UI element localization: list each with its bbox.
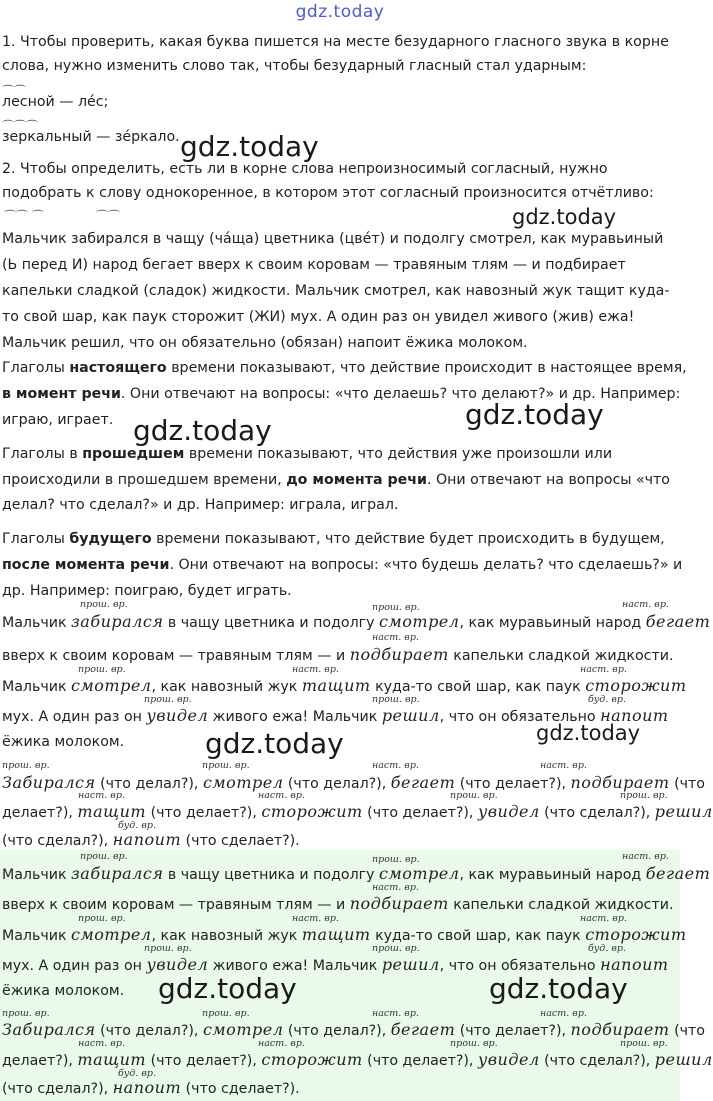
tense-tag: наст. вр. bbox=[372, 882, 419, 893]
tense-tag: прош. вр. bbox=[78, 664, 126, 675]
analysis-line: мух. А один раз он увидел живого ежа! Мальчик решил, что он обязательно напоит bbox=[2, 706, 669, 725]
tense-tag: буд. вр. bbox=[118, 820, 156, 831]
tense-tag: наст. вр. bbox=[540, 760, 587, 771]
tense-tag: прош. вр. bbox=[2, 1008, 50, 1019]
tense-tag: наст. вр. bbox=[292, 664, 339, 675]
tense-tag: прош. вр. bbox=[620, 790, 668, 801]
past-line3: делал? что сделал?» и др. Например: играла, играл. bbox=[2, 497, 399, 513]
rule1-line2: слова, нужно изменить слово так, чтобы безударный гласный стал ударным: bbox=[2, 58, 587, 74]
tense-tag: наст. вр. bbox=[372, 632, 419, 643]
root-arc-icon: ⌒⌒ bbox=[2, 84, 27, 98]
tense-tag: прош. вр. bbox=[450, 1038, 498, 1049]
tense-tag: прош. вр. bbox=[450, 790, 498, 801]
root-arc-icon: ⌒⌒ bbox=[96, 209, 121, 223]
watermark: gdz.today bbox=[512, 205, 617, 229]
rule2-line1: 2. Чтобы определить, есть ли в корне слова непроизносимый согласный, нужно bbox=[2, 161, 608, 177]
analysis-line: ёжика молоком. bbox=[2, 983, 125, 999]
story-line: Мальчик забирался в чащу (чáща) цветника (цвéт) и подолгу смотрел, как муравьиный bbox=[2, 231, 664, 247]
tense-tag: прош. вр. bbox=[80, 851, 128, 862]
tense-tag: наст. вр. bbox=[258, 1038, 305, 1049]
rule2-line2: подобрать к слову однокоренное, в котором этот согласный произносится отчётливо: bbox=[2, 185, 654, 201]
question-line: (что сделал?), напоит (что сделает?). bbox=[2, 1078, 300, 1097]
analysis-line: мух. А один раз он увидел живого ежа! Мальчик решил, что он обязательно напоит bbox=[2, 955, 669, 974]
watermark: gdz.today bbox=[489, 972, 628, 1005]
analysis-line: Мальчик смотрел, как навозный жук тащит куда-то свой шар, как паук сторожит bbox=[2, 676, 687, 695]
tense-tag: прош. вр. bbox=[202, 1008, 250, 1019]
question-line: Забирался (что делал?), смотрел (что делал?), бегает (что делает?), подбирает (что bbox=[2, 773, 705, 792]
root-arc-icon: ⌒⌒⌒ bbox=[2, 119, 39, 133]
present-line1: Глаголы настоящего времени показывают, что действие происходит в настоящее время, bbox=[2, 360, 687, 376]
watermark: gdz.today bbox=[536, 721, 641, 745]
tense-tag: прош. вр. bbox=[372, 602, 420, 613]
future-line2: после момента речи. Они отвечают на вопросы: «что будешь делать? что сделаешь?» и bbox=[2, 557, 683, 573]
tense-tag: прош. вр. bbox=[372, 943, 420, 954]
question-line: делает?), тащит (что делает?), сторожит (что делает?), увидел (что сделал?), решил bbox=[2, 802, 713, 821]
tense-tag: наст. вр. bbox=[78, 1038, 125, 1049]
tense-tag: наст. вр. bbox=[372, 760, 419, 771]
rule1-line1: 1. Чтобы проверить, какая буква пишется на месте безударного гласного звука в корне bbox=[2, 34, 669, 50]
tense-tag: прош. вр. bbox=[2, 760, 50, 771]
tense-tag: наст. вр. bbox=[372, 1008, 419, 1019]
watermark: gdz.today bbox=[180, 130, 319, 163]
tense-tag: прош. вр. bbox=[144, 943, 192, 954]
tense-tag: буд. вр. bbox=[118, 1068, 156, 1079]
tense-tag: наст. вр. bbox=[292, 913, 339, 924]
past-line2: происходили в прошедшем времени, до момента речи. Они отвечают на вопросы «что bbox=[2, 472, 670, 488]
rule1-example2: зеркальный — зéркало. bbox=[2, 129, 180, 145]
tense-tag: прош. вр. bbox=[372, 694, 420, 705]
tense-tag: наст. вр. bbox=[540, 1008, 587, 1019]
story-line: капельки сладкой (сладок) жидкости. Мальчик смотрел, как навозный жук тащит куда- bbox=[2, 283, 670, 299]
tense-tag: наст. вр. bbox=[258, 790, 305, 801]
tense-tag: прош. вр. bbox=[144, 694, 192, 705]
tense-tag: прош. вр. bbox=[372, 854, 420, 865]
tense-tag: наст. вр. bbox=[78, 790, 125, 801]
tense-tag: прош. вр. bbox=[80, 599, 128, 610]
analysis-line: ёжика молоком. bbox=[2, 734, 125, 750]
story-line: (Ь перед И) народ бегает вверх к своим коровам — травяным тлям — и подбирает bbox=[2, 257, 626, 273]
tense-tag: наст. вр. bbox=[580, 913, 627, 924]
present-line2: в момент речи. Они отвечают на вопросы: «что делаешь? что делают?» и др. Например: bbox=[2, 386, 681, 402]
story-line: то свой шар, как паук сторожит (ЖИ) мух. А один раз он увидел живого (жив) ежа! bbox=[2, 309, 635, 325]
watermark: gdz.today bbox=[465, 398, 604, 431]
analysis-line: вверх к своим коровам — травяным тлям — и подбирает капельки сладкой жидкости. bbox=[2, 894, 674, 913]
past-line1: Глаголы в прошедшем времени показывают, что действия уже произошли или bbox=[2, 446, 613, 462]
question-line: (что сделал?), напоит (что сделает?). bbox=[2, 830, 300, 849]
future-line3: др. Например: поиграю, будет играть. bbox=[2, 583, 292, 599]
tense-tag: буд. вр. bbox=[588, 943, 626, 954]
tense-tag: наст. вр. bbox=[622, 851, 669, 862]
story-line: Мальчик решил, что он обязательно (обязан) напоит ёжика молоком. bbox=[2, 335, 528, 351]
watermark: gdz.today bbox=[133, 414, 272, 447]
tense-tag: буд. вр. bbox=[588, 694, 626, 705]
analysis-line: вверх к своим коровам — травяным тлям — и подбирает капельки сладкой жидкости. bbox=[2, 645, 674, 664]
root-arc-icon: ⌒⌒ ⌒ bbox=[4, 209, 44, 223]
tense-tag: прош. вр. bbox=[202, 760, 250, 771]
analysis-line: Мальчик забирался в чащу цветника и подолгу смотрел, как муравьиный народ бегает bbox=[2, 864, 711, 883]
tense-tag: наст. вр. bbox=[580, 664, 627, 675]
question-line: Забирался (что делал?), смотрел (что делал?), бегает (что делает?), подбирает (что bbox=[2, 1020, 705, 1039]
analysis-line: Мальчик смотрел, как навозный жук тащит куда-то свой шар, как паук сторожит bbox=[2, 925, 687, 944]
tense-tag: прош. вр. bbox=[620, 1038, 668, 1049]
watermark: gdz.today bbox=[205, 727, 344, 760]
tense-tag: наст. вр. bbox=[622, 599, 669, 610]
watermark-top: gdz.today bbox=[295, 2, 385, 22]
present-line3: играю, играет. bbox=[2, 412, 114, 428]
question-line: делает?), тащит (что делает?), сторожит (что делает?), увидел (что сделал?), решил bbox=[2, 1050, 713, 1069]
analysis-line: Мальчик забирался в чащу цветника и подолгу смотрел, как муравьиный народ бегает bbox=[2, 612, 711, 631]
rule1-example1: лесной — лéс; bbox=[2, 94, 109, 110]
tense-tag: прош. вр. bbox=[78, 913, 126, 924]
watermark: gdz.today bbox=[158, 972, 297, 1005]
future-line1: Глаголы будущего времени показывают, что действие будет происходить в будущем, bbox=[2, 531, 665, 547]
